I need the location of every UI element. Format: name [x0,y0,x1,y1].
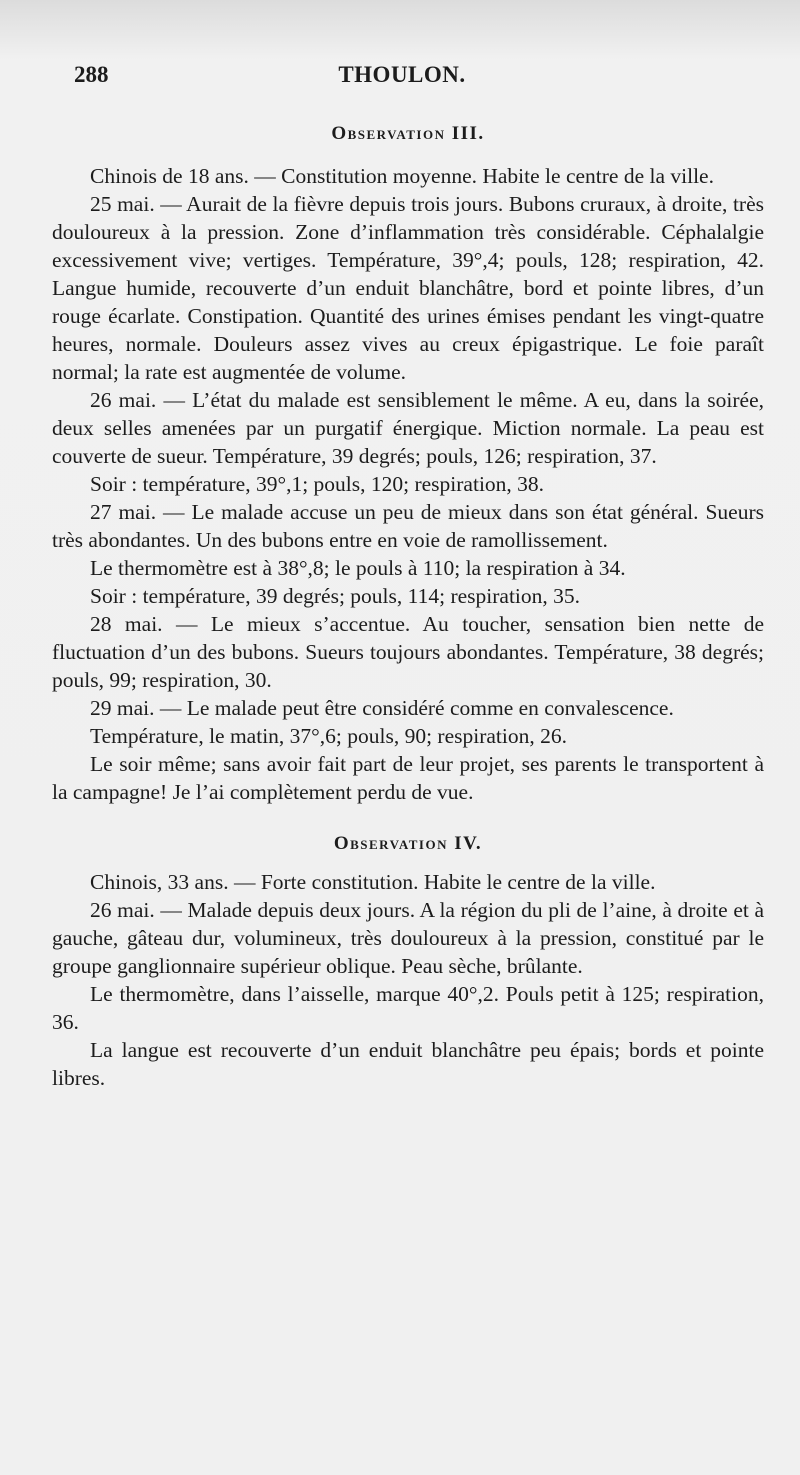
paragraph: 25 mai. — Aurait de la fièvre depuis trois jours. Bubons cruraux, à droite, très douloureux à la pression. Zone d’inflammation très considérable. Céphalalgie excessivement vive; vertiges. Température, 39°,4; pouls, 128; respiration, 42. Langue humide, recouverte d’un enduit blanchâtre, bord et pointe libres, d’un rouge écarlate. Constipation. Quantité des urines émises pendant les vingt-quatre heures, normale. Douleurs assez vives au creux épigastrique. Le foie paraît normal; la rate est augmentée de volume. [52,192,764,384]
running-head: THOULON. [338,62,466,87]
page-number: 288 [74,62,109,87]
paragraph: La langue est recouverte d’un enduit blanchâtre peu épais; bords et pointe libres. [52,1038,764,1090]
paragraph: Chinois de 18 ans. — Constitution moyenne. Habite le centre de la ville. [90,164,714,188]
paragraph: 26 mai. — Malade depuis deux jours. A la région du pli de l’aine, à droite et à gauche, gâteau dur, volumineux, très douloureux à la pression, constitué par le groupe ganglionnaire supérieur oblique. Peau sèche, brûlante. [52,898,764,978]
paragraph: 27 mai. — Le malade accuse un peu de mieux dans son état général. Sueurs très abondantes. Un des bubons entre en voie de ramollissement. [52,500,764,552]
paragraph: Le soir même; sans avoir fait part de leur projet, ses parents le transportent à la campagne! Je l’ai complètement perdu de vue. [52,752,764,804]
observation-3-title: Observation III. [331,123,485,144]
paragraph: 26 mai. — L’état du malade est sensiblement le même. A eu, dans la soirée, deux selles amenées par un purgatif énergique. Miction normale. La peau est couverte de sueur. Température, 39 degrés; pouls, 126; respiration, 37. [52,388,764,468]
paragraph: Le thermomètre, dans l’aisselle, marque 40°,2. Pouls petit à 125; respiration, 36. [52,982,764,1034]
observation-4-title: Observation IV. [333,833,483,854]
paragraph: Le thermomètre est à 38°,8; le pouls à 110; la respiration à 34. [90,556,626,580]
paragraph: 29 mai. — Le malade peut être considéré comme en convalescence. [90,696,674,720]
paragraph: 28 mai. — Le mieux s’accentue. Au toucher, sensation bien nette de fluctuation d’un des bubons. Sueurs toujours abondantes. Température, 38 degrés; pouls, 99; respiration, 30. [52,612,764,692]
page-header [52,62,752,96]
paragraph: Soir : température, 39 degrés; pouls, 114; respiration, 35. [90,584,581,608]
paragraph: Soir : température, 39°,1; pouls, 120; respiration, 38. [90,472,545,496]
paragraph: Température, le matin, 37°,6; pouls, 90; respiration, 26. [90,724,567,748]
paragraph: Chinois, 33 ans. — Forte constitution. Habite le centre de la ville. [90,870,656,894]
observation-3 [52,120,764,1092]
